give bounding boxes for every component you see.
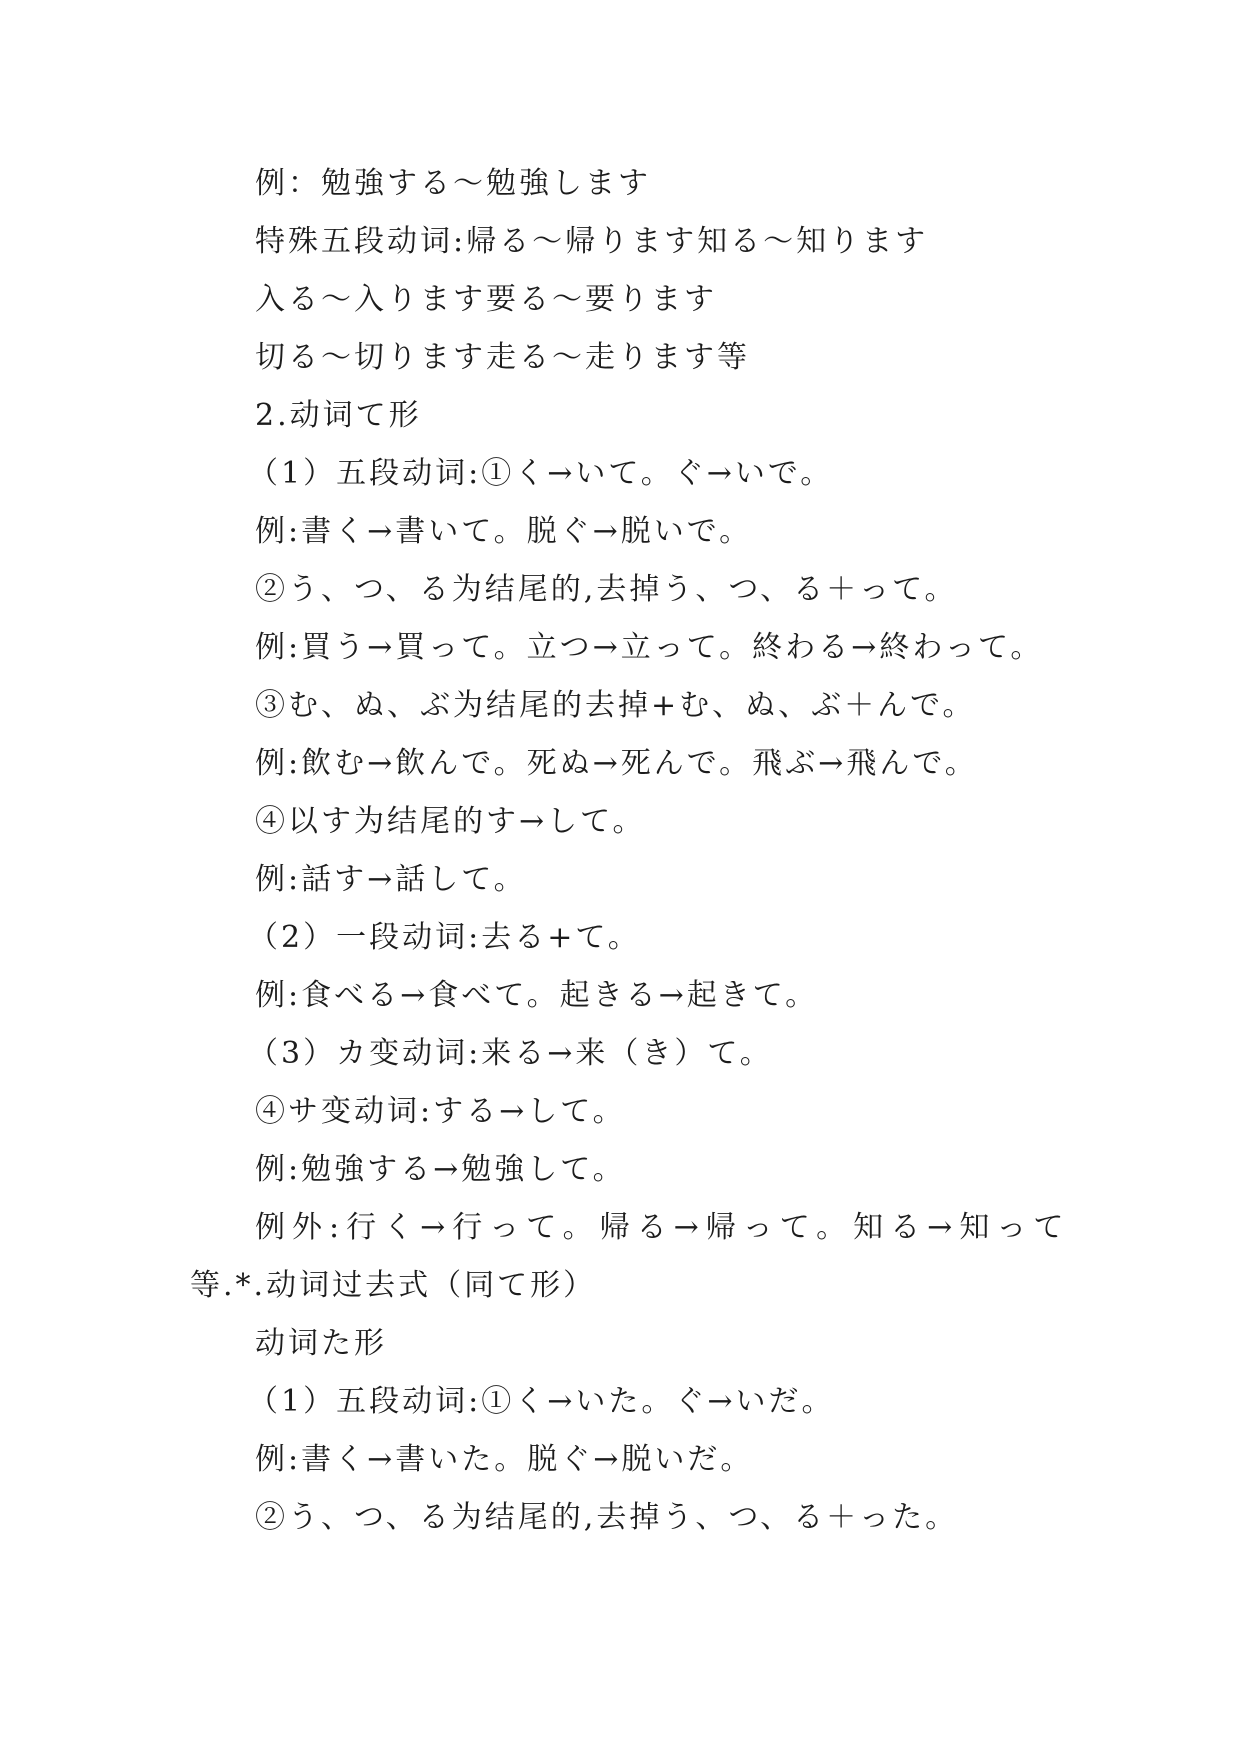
text-line: 例外:行く→行って。帰る→帰って。知る→知って: [255, 1210, 1071, 1245]
text-line: 切る～切ります走る～走ります等: [255, 340, 750, 375]
text-line: 动词た形: [255, 1326, 387, 1361]
text-line: ③む、ぬ、ぶ为结尾的去掉+む、ぬ、ぶ＋んで。: [255, 688, 976, 723]
text-line: （2）一段动词:去る+て。: [248, 920, 641, 955]
text-line: 特殊五段动词:帰る～帰ります知る～知ります: [255, 224, 929, 259]
text-line: ②う、つ、る为结尾的,去掉う、つ、る＋った。: [255, 1500, 959, 1535]
text-line: 例：勉強する～勉強します: [255, 166, 651, 201]
text-line: 2.动词て形: [255, 398, 422, 433]
text-line: 入る～入ります要る～要ります: [255, 282, 717, 317]
text-line: 例:飲む→飲んで。死ぬ→死んで。飛ぶ→飛んで。: [255, 746, 978, 781]
text-line: 例:話す→話して。: [255, 862, 527, 897]
text-line: ④以す为结尾的す→して。: [255, 804, 646, 839]
text-line: 例:食べる→食べて。起きる→起きて。: [255, 978, 819, 1013]
text-line: 例:書く→書いた。脱ぐ→脱いだ。: [255, 1442, 754, 1477]
text-line: ④サ变动词:する→して。: [255, 1094, 626, 1129]
text-line: ②う、つ、る为结尾的,去掉う、つ、る＋って。: [255, 572, 958, 607]
text-line: 例:勉強する→勉強して。: [255, 1152, 626, 1187]
text-line: 等.*.动词过去式（同て形）: [190, 1268, 597, 1303]
text-line: 例:書く→書いて。脱ぐ→脱いで。: [255, 514, 753, 549]
text-line: 例:買う→買って。立つ→立って。終わる→終わって。: [255, 630, 1044, 665]
text-line: （3）カ变动词:来る→来（き）て。: [248, 1036, 773, 1071]
text-line: （1）五段动词:①く→いた。ぐ→いだ。: [248, 1384, 835, 1419]
text-line: （1）五段动词:①く→いて。ぐ→いで。: [248, 456, 834, 491]
